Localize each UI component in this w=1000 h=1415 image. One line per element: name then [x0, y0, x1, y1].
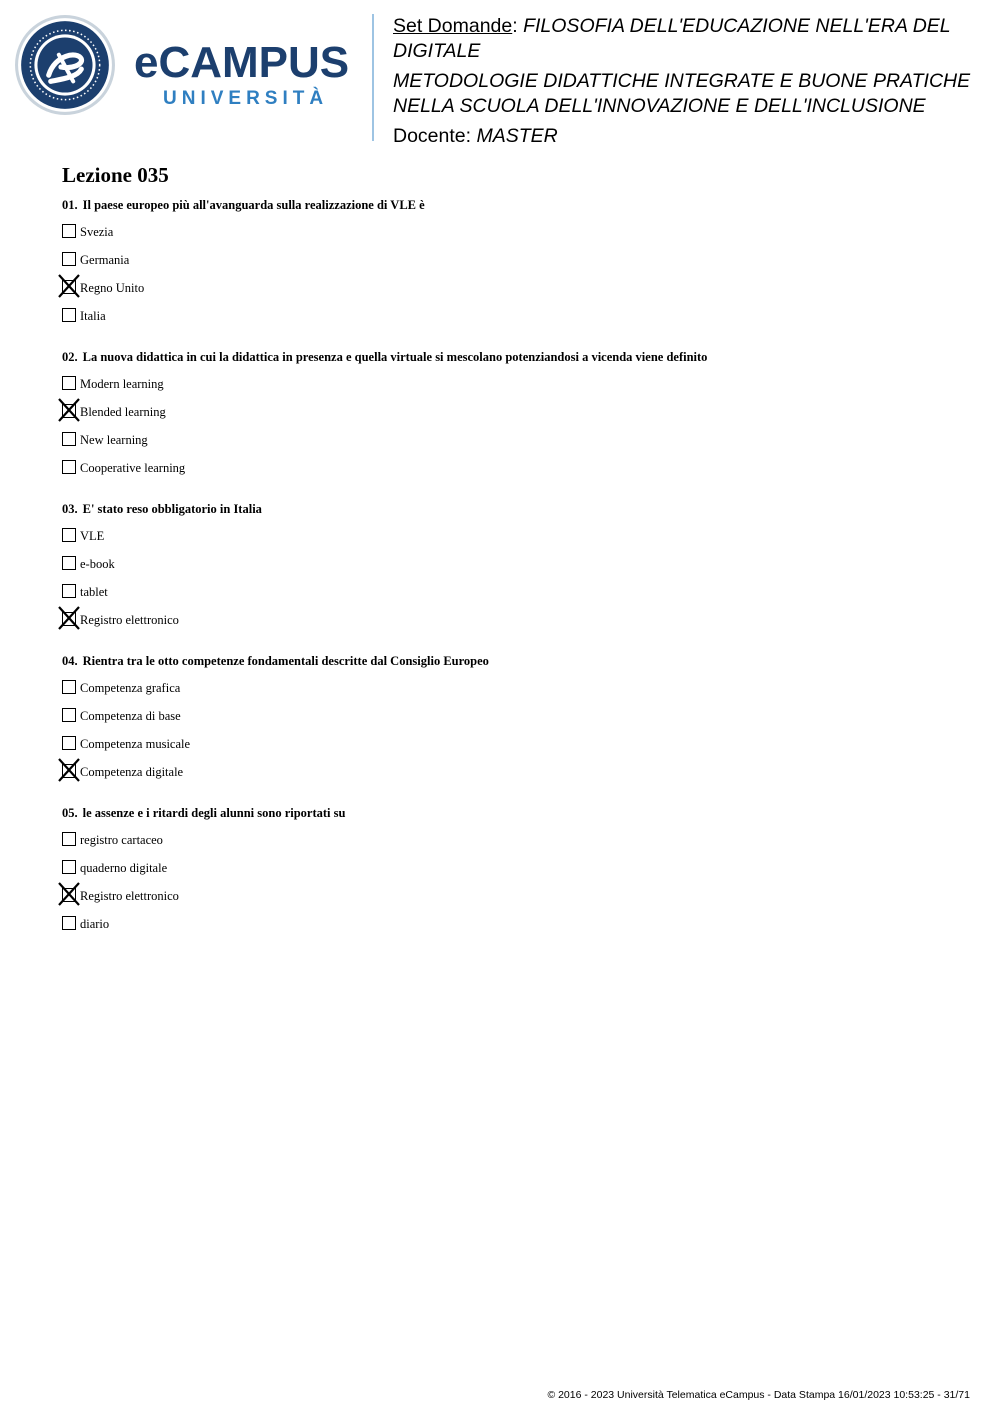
question-prompt: Il paese europeo più all'avanguarda sulla realizzazione di VLE è: [82, 198, 425, 212]
answer-option[interactable]: [62, 612, 962, 640]
checkbox[interactable]: [62, 252, 76, 266]
answer-option[interactable]: [62, 916, 962, 944]
option-label: Blended learning: [80, 405, 166, 419]
answer-option[interactable]: [62, 832, 962, 860]
checkbox[interactable]: [62, 584, 76, 598]
footer-copyright: © 2016 - 2023 Università Telematica eCampus - Data Stampa 16/01/2023 10:53:25 - 31/71: [547, 1389, 970, 1401]
answer-option[interactable]: [62, 860, 962, 888]
question-number: 03.: [62, 502, 78, 516]
question-text: [62, 653, 962, 669]
checkbox[interactable]: [62, 376, 76, 390]
question-prompt: le assenze e i ritardi degli alunni sono riportati su: [82, 806, 346, 820]
question-text: [62, 197, 962, 213]
answer-option[interactable]: [62, 404, 962, 432]
answer-option[interactable]: [62, 460, 962, 488]
option-label: VLE: [80, 529, 105, 543]
option-label: Registro elettronico: [80, 613, 179, 627]
set-domande-value-cont: DIGITALE: [393, 39, 481, 62]
x-mark-icon: [57, 605, 81, 631]
answer-option[interactable]: [62, 888, 962, 916]
question-number: 01.: [62, 198, 78, 212]
option-label: Competenza digitale: [80, 765, 184, 779]
answer-option[interactable]: [62, 764, 962, 792]
checkbox[interactable]: [62, 832, 76, 846]
page-header: [0, 0, 1000, 150]
option-label: registro cartaceo: [80, 833, 163, 847]
question-text: [62, 349, 962, 365]
lesson-title: Lezione 035: [62, 163, 169, 187]
option-label: Italia: [80, 309, 106, 323]
question-4: [62, 653, 962, 805]
question-prompt: La nuova didattica in cui la didattica in presenza e quella virtuale si mescolano potenziandosi a vicenda viene definito: [82, 350, 708, 364]
checkbox[interactable]: [62, 708, 76, 722]
question-number: 02.: [62, 350, 78, 364]
checkbox[interactable]: [62, 736, 76, 750]
x-mark-icon: [57, 757, 81, 783]
option-label: Competenza di base: [80, 709, 181, 723]
checkbox[interactable]: [62, 860, 76, 874]
option-label: Cooperative learning: [80, 461, 186, 475]
answer-option[interactable]: [62, 584, 962, 612]
question-text: [62, 501, 962, 517]
question-text: [62, 805, 962, 821]
logo-subtitle: UNIVERSITÀ: [163, 88, 329, 109]
set-domande-line: [393, 14, 983, 39]
option-label: Registro elettronico: [80, 889, 179, 903]
option-label: Svezia: [80, 225, 114, 239]
teacher-label: Docente:: [393, 125, 477, 147]
checkbox[interactable]: [62, 556, 76, 570]
checkbox[interactable]: [62, 432, 76, 446]
answer-option[interactable]: [62, 736, 962, 764]
question-3: [62, 501, 962, 653]
set-domande-value: FILOSOFIA DELL'EDUCAZIONE NELL'ERA DEL: [523, 15, 951, 37]
option-label: e-book: [80, 557, 115, 571]
checkbox[interactable]: [62, 916, 76, 930]
teacher-line: [393, 124, 983, 149]
answer-option[interactable]: [62, 708, 962, 736]
course-title-line1: METODOLOGIE DIDATTICHE INTEGRATE E BUONE PRATICHE: [393, 70, 971, 92]
teacher-value: MASTER: [476, 125, 558, 147]
header-divider: [372, 14, 374, 141]
answer-option[interactable]: [62, 680, 962, 708]
option-label: Regno Unito: [80, 281, 145, 295]
answer-option[interactable]: [62, 308, 962, 336]
option-label: tablet: [80, 585, 108, 599]
answer-option[interactable]: [62, 528, 962, 556]
option-label: Competenza grafica: [80, 681, 181, 695]
checkbox[interactable]: [62, 680, 76, 694]
set-domande-sep: :: [512, 15, 524, 37]
question-number: 04.: [62, 654, 78, 668]
checkbox[interactable]: [62, 528, 76, 542]
question-number: 05.: [62, 806, 78, 820]
answer-option[interactable]: [62, 556, 962, 584]
question-prompt: E' stato reso obbligatorio in Italia: [82, 502, 262, 516]
logo-wordmark: eCAMPUS: [134, 38, 350, 87]
answer-option[interactable]: [62, 432, 962, 460]
option-label: Competenza musicale: [80, 737, 191, 751]
option-label: quaderno digitale: [80, 861, 168, 875]
ecampus-seal-logo: [14, 14, 116, 116]
question-list: [62, 197, 962, 957]
course-title-line2: NELLA SCUOLA DELL'INNOVAZIONE E DELL'INCLUSIONE: [393, 94, 926, 117]
answer-option[interactable]: [62, 224, 962, 252]
x-mark-icon: [57, 881, 81, 907]
answer-option[interactable]: [62, 252, 962, 280]
option-label: New learning: [80, 433, 148, 447]
answer-option[interactable]: [62, 280, 962, 308]
checkbox[interactable]: [62, 308, 76, 322]
checkbox[interactable]: [62, 460, 76, 474]
course-info: [393, 14, 983, 149]
option-label: diario: [80, 917, 110, 931]
option-label: Germania: [80, 253, 130, 267]
set-domande-label: Set Domande: [393, 15, 513, 37]
option-label: Modern learning: [80, 377, 164, 391]
x-mark-icon: [57, 397, 81, 423]
checkbox[interactable]: [62, 224, 76, 238]
question-prompt: Rientra tra le otto competenze fondamentali descritte dal Consiglio Europeo: [82, 654, 489, 668]
answer-option[interactable]: [62, 376, 962, 404]
x-mark-icon: [57, 273, 81, 299]
question-1: [62, 197, 962, 349]
question-5: [62, 805, 962, 957]
question-2: [62, 349, 962, 501]
